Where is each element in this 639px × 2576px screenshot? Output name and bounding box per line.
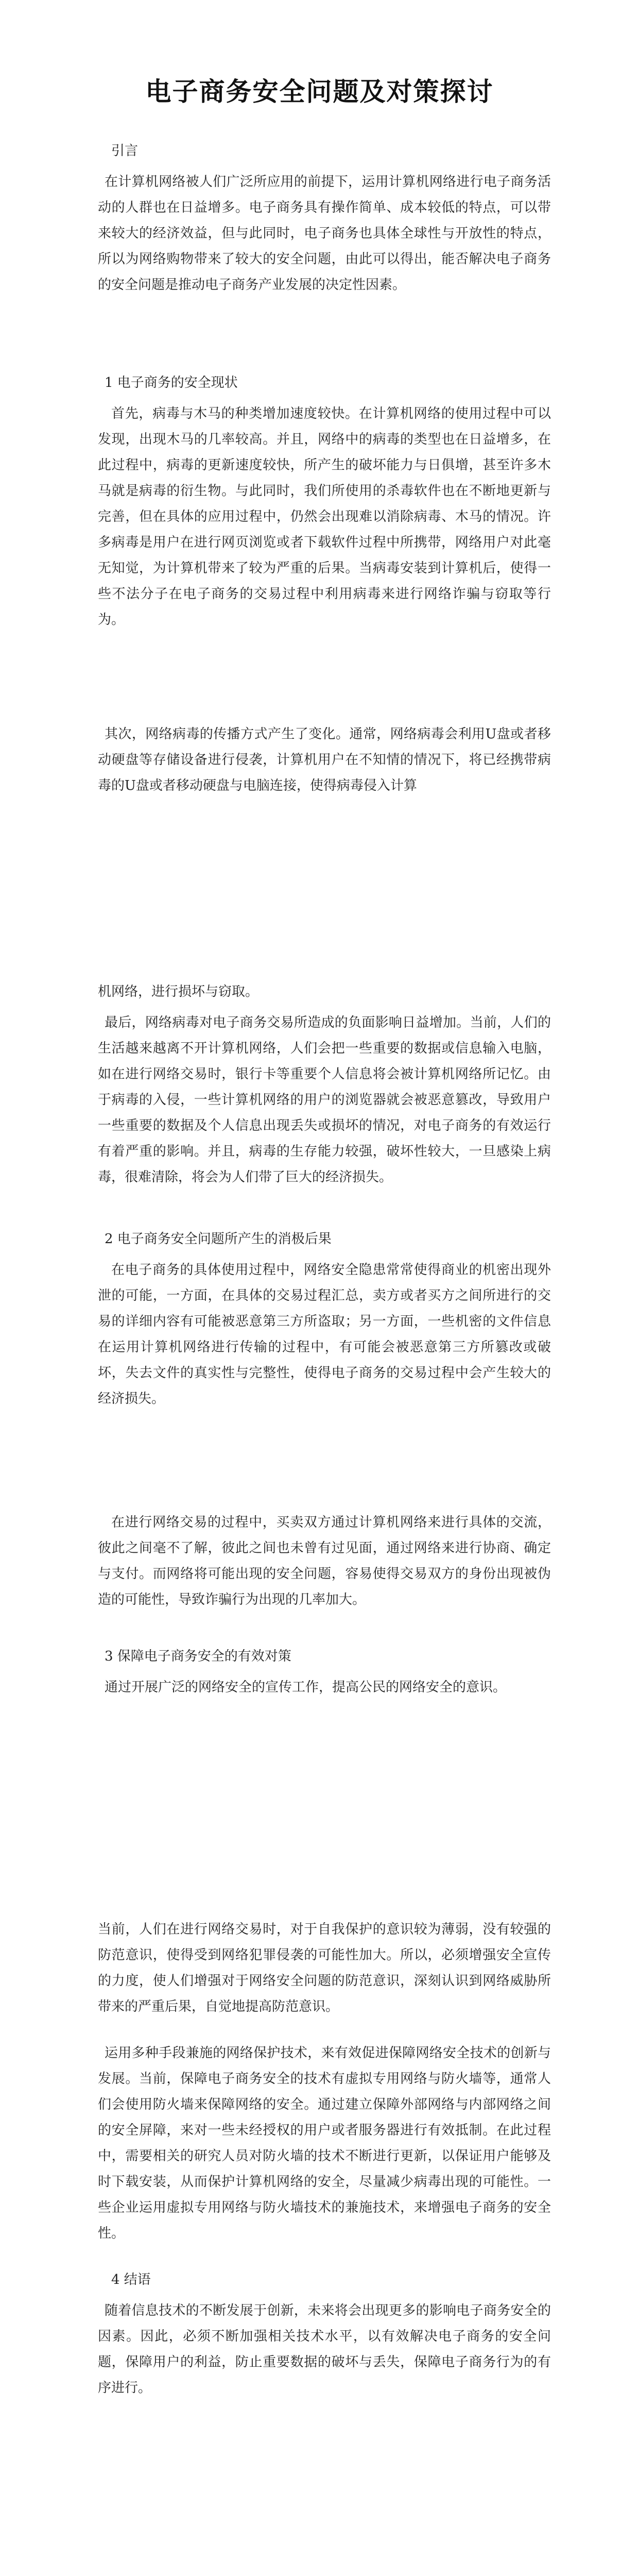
section-3-heading: 3 保障电子商务安全的有效对策 xyxy=(105,1649,291,1664)
section-3-paragraph-2: 运用多种手段兼施的网络保护技术，来有效促进保障网络安全技术的创新与发展。当前，保障电子商务安全的技术有虚拟专用网络与防火墙等，通常人们会使用防火墙来保障网络的安全。通过建立保障外部网络与内部网络之间的安全屏障，来对一些未经授权的用户或者服务器进行有效抵制。在此过程中，需要相关的研究人员对防火墙的技术不断进行更新，以保证用户能够及时下载安装，从而保护计算机网络的安全，尽量减少病毒出现的可能性。一些企业运用虚拟专用网络与防火墙技术的兼施技术，来增强电子商务的安全性。 xyxy=(98,2045,551,2241)
intro-heading: 引言 xyxy=(111,143,139,159)
section-1-paragraph-2: 其次，网络病毒的传播方式产生了变化。通常，网络病毒会利用U盘或者移动硬盘等存储设备进行侵袭，计算机用户在不知情的情况下，将已经携带病毒的U盘或者移动硬盘与电脑连接，使得病毒侵入计算 xyxy=(98,726,551,793)
section-4-heading: 4 结语 xyxy=(111,2272,151,2287)
section-1-heading: 1 电子商务的安全现状 xyxy=(105,375,238,391)
section-1-paragraph-3: 最后，网络病毒对电子商务交易所造成的负面影响日益增加。当前，人们的生活越来越离不开计算机网络，人们会把一些重要的数据或信息输入电脑，如在进行网络交易时，银行卡等重要个人信息将会被计算机网络所记忆。由于病毒的入侵，一些计算机网络的用户的浏览器就会被恶意篡改，导致用户一些重要的数据及个人信息出现丢失或损坏的情况，对电子商务的有效运行有着严重的影响。并且，病毒的生存能力较强，破坏性较大，一旦感染上病毒，很难清除，将会为人们带了巨大的经济损失。 xyxy=(98,1015,551,1185)
paper-title: 电子商务安全问题及对策探讨 xyxy=(145,76,494,107)
section-2-heading: 2 电子商务安全问题所产生的消极后果 xyxy=(105,1231,332,1247)
section-1-paragraph-2-continued: 机网络，进行损坏与窃取。 xyxy=(98,984,259,999)
section-3-paragraph-1-continued: 当前，人们在进行网络交易时，对于自我保护的意识较为薄弱，没有较强的防范意识，使得受到网络犯罪侵袭的可能性加大。所以，必须增强安全宣传的力度，使人们增强对于网络安全问题的防范意识，深刻认识到网络威胁所带来的严重后果，自觉地提高防范意识。 xyxy=(98,1922,551,2014)
section-4-paragraph: 随着信息技术的不断发展于创新，未来将会出现更多的影响电子商务安全的因素。因此，必须不断加强相关技术水平，以有效解决电子商务的安全问题，保障用户的利益，防止重要数据的破坏与丢失，保障电子商务行为的有序进行。 xyxy=(98,2303,551,2396)
section-2-paragraph-2: 在进行网络交易的过程中，买卖双方通过计算机网络来进行具体的交流，彼此之间毫不了解，彼此之间也未曾有过见面，通过网络来进行协商、确定与支付。而网络将可能出现的安全问题，容易使得交易双方的身份出现被伪造的可能性，导致诈骗行为出现的几率加大。 xyxy=(98,1515,551,1607)
section-1-paragraph-1: 首先，病毒与木马的种类增加速度较快。在计算机网络的使用过程中可以发现，出现木马的几率较高。并且，网络中的病毒的类型也在日益增多，在此过程中，病毒的更新速度较快，所产生的破坏能力与日俱增，甚至许多木马就是病毒的衍生物。与此同时，我们所使用的杀毒软件也在不断地更新与完善，但在具体的应用过程中，仍然会出现难以消除病毒、木马的情况。许多病毒是用户在进行网页浏览或者下载软件过程中所携带，网络用户对此毫无知觉，为计算机带来了较为严重的后果。当病毒安装到计算机后，使得一些不法分子在电子商务的交易过程中利用病毒来进行网络诈骗与窃取等行为。 xyxy=(98,406,551,628)
intro-paragraph: 在计算机网络被人们广泛所应用的前提下，运用计算机网络进行电子商务活动的人群也在日益增多。电子商务具有操作简单、成本较低的特点，可以带来较大的经济效益，但与此同时，电子商务也具体全球性与开放性的特点，所以为网络购物带来了较大的安全问题，由此可以得出，能否解决电子商务的安全问题是推动电子商务产业发展的决定性因素。 xyxy=(98,174,551,293)
section-2-paragraph-1: 在电子商务的具体使用过程中，网络安全隐患常常使得商业的机密出现外泄的可能，一方面，在具体的交易过程汇总，卖方或者买方之间所进行的交易的详细内容有可能被恶意第三方所盗取；另一方面，一些机密的文件信息在运用计算机网络进行传输的过程中，有可能会被恶意第三方所篡改或破坏，失去文件的真实性与完整性，使得电子商务的交易过程中会产生较大的经济损失。 xyxy=(98,1262,551,1406)
section-3-paragraph-1: 通过开展广泛的网络安全的宣传工作，提高公民的网络安全的意识。 xyxy=(105,1680,507,1695)
